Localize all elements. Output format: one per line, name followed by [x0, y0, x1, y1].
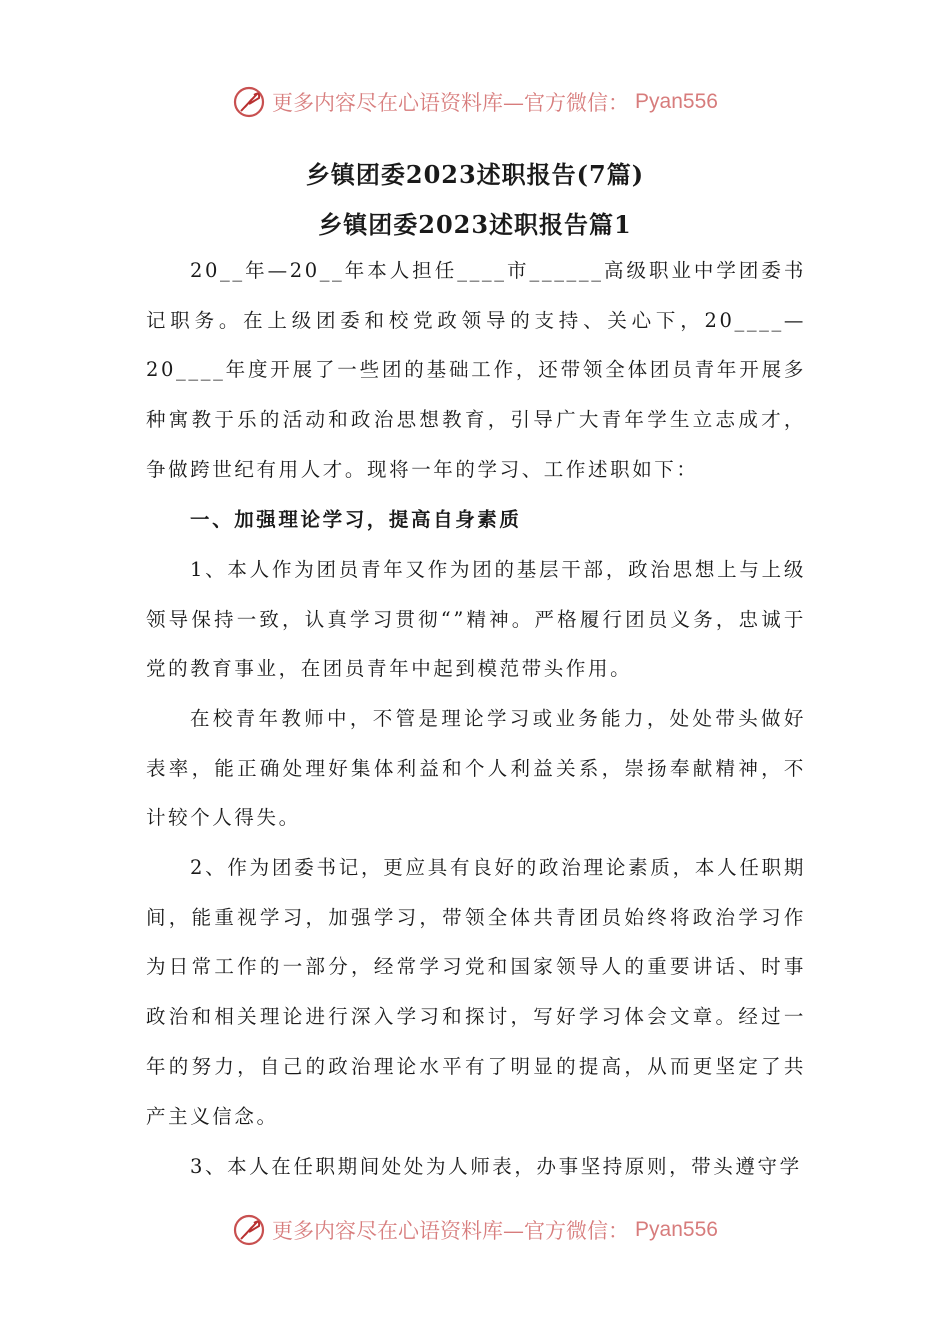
quill-logo-icon: [232, 1213, 266, 1247]
paragraph: 2、作为团委书记，更应具有良好的政治理论素质，本人任职期间，能重视学习，加强学习，带领全体共青团员始终将政治学习作为日常工作的一部分，经常学习党和国家领导人的重要讲话、时事政治和相关理论进行深入学习和探讨，写好学习体会文章。经过一年的努力，自己的政治理论水平有了明显的提高，从而更坚定了共产主义信念。: [146, 856, 806, 1128]
section-title: 乡镇团委2023述职报告篇1: [318, 210, 632, 239]
section-heading: 一、加强理论学习，提高自身素质: [190, 508, 522, 531]
watermark-handle: Pyan556: [635, 90, 718, 113]
watermark-text: 更多内容尽在心语资料库—官方微信：: [272, 91, 630, 115]
paragraph: 1、本人作为团员青年又作为团的基层干部，政治思想上与上级领导保持一致，认真学习贯彻“”精神。严格履行团员义务，忠诚于党的教育事业，在团员青年中起到模范带头作用。: [146, 558, 806, 681]
document-title: 乡镇团委2023述职报告(7篇): [305, 160, 645, 189]
paragraph: 3、本人在任职期间处处为人师表，办事坚持原则，带头遵守学: [190, 1155, 802, 1178]
watermark-text: 更多内容尽在心语资料库—官方微信：: [272, 1219, 630, 1243]
header-watermark: [0, 82, 950, 122]
quill-logo-icon: [232, 85, 266, 119]
paragraph: 在校青年教师中，不管是理论学习或业务能力，处处带头做好表率，能正确处理好集体利益和个人利益关系，崇扬奉献精神，不计较个人得失。: [146, 707, 806, 830]
footer-watermark: [0, 1210, 950, 1250]
paragraph: 20__年—20__年本人担任____市______高级职业中学团委书记职务。在上级团委和校党政领导的支持、关心下，20____—20____年度开展了一些团的基础工作，还带领全体团员青年开展多种寓教于乐的活动和政治思想教育，引导广大青年学生立志成才，争做跨世纪有用人才。现将一年的学习、工作述职如下：: [146, 259, 806, 481]
watermark-handle: Pyan556: [635, 1218, 718, 1241]
